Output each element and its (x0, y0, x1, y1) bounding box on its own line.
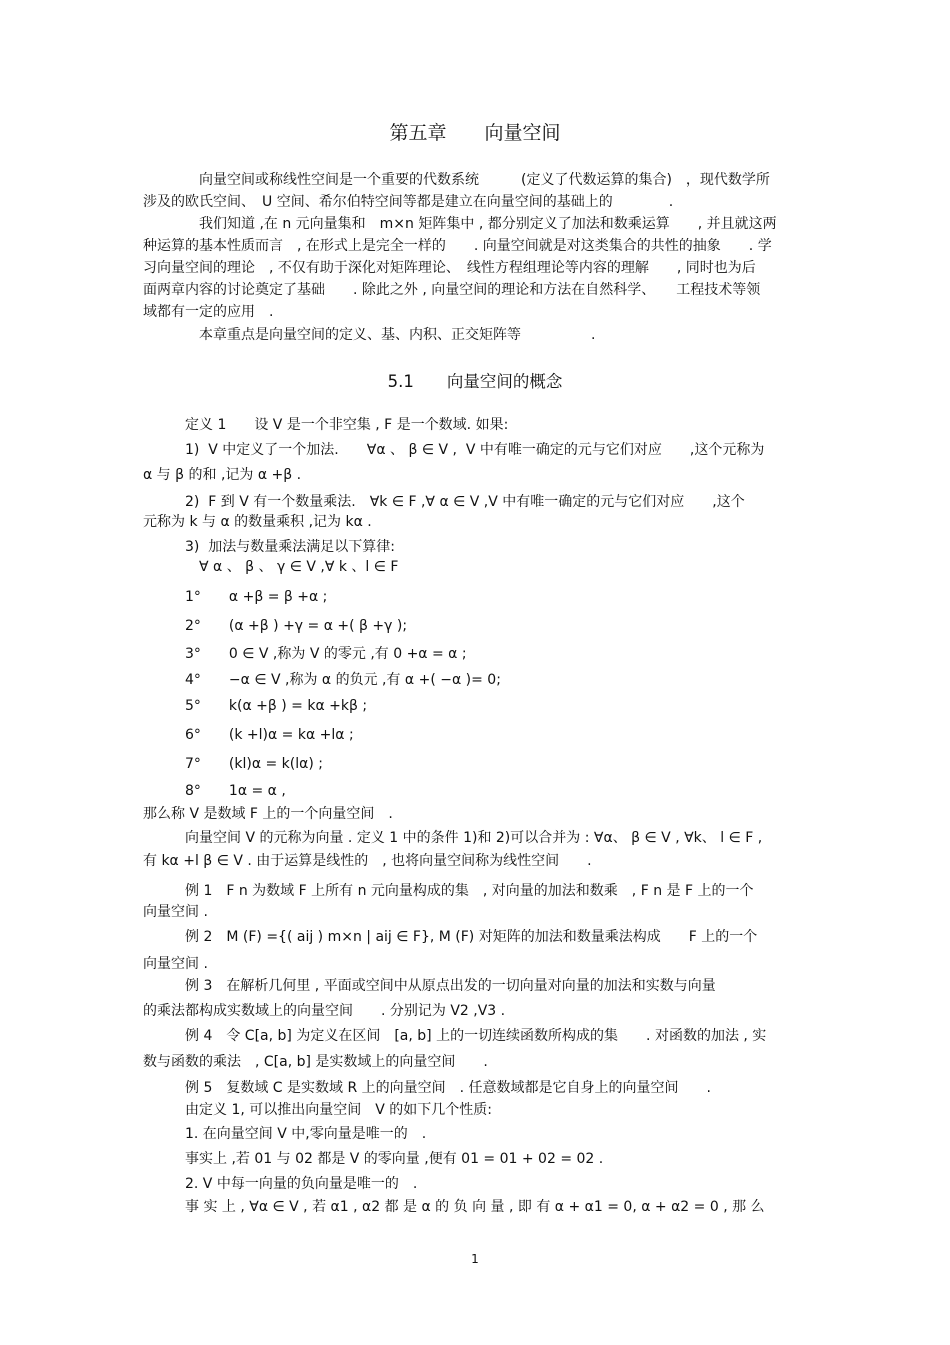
intro-line: 习向量空间的理论 , 不仅有助于深化对矩阵理论、 线性方程组理论等内容的理解 , 同时也为后 (143, 260, 756, 276)
axiom-line: 4° −α ∈ V ,称为 α 的负元 ,有 α +( −α )= 0; (143, 672, 501, 688)
intro-line: 域都有一定的应用 . (143, 304, 274, 320)
axiom-line: 7° (kl)α = k(lα) ; (143, 756, 324, 772)
example-line: 例 5 复数域 C 是实数域 R 上的向量空间 . 任意数域都是它自身上的向量空间 . (143, 1080, 712, 1096)
example-line: 例 4 令 C[a, b] 为定义在区间 [a, b] 上的一切连续函数所构成的集 . 对函数的加法 , 实 (143, 1028, 767, 1044)
axiom-line: 8° 1α = α , (143, 783, 286, 799)
body-line: 由定义 1, 可以推出向量空间 V 的如下几个性质: (143, 1102, 493, 1118)
example-line: 例 1 F n 为数域 F 上所有 n 元向量构成的集 , 对向量的加法和数乘 , F n 是 F 上的一个 (143, 883, 754, 899)
body-line: 数与函数的乘法 , C[a, b] 是实数域上的向量空间 . (143, 1054, 488, 1070)
axiom-line: 6° (k +l)α = kα +lα ; (143, 727, 354, 743)
body-line: 定义 1 设 V 是一个非空集 , F 是一个数域. 如果: (143, 417, 509, 433)
property-line: 2. V 中每一向量的负向量是唯一的 . (143, 1176, 418, 1192)
axiom-line: 2° (α +β ) +γ = α +( β +γ ); (143, 618, 408, 634)
example-line: 例 2 M (F) ={( aij ) m×n | aij ∈ F}, M (F) 对矩阵的加法和数量乘法构成 F 上的一个 (143, 929, 758, 945)
body-line: ∀ α 、 β 、 γ ∈ V ,∀ k 、l ∈ F (143, 559, 399, 575)
chapter-title: 第五章 向量空间 (389, 122, 561, 144)
body-line: 有 kα +l β ∈ V . 由于运算是线性的 , 也将向量空间称为线性空间 . (143, 853, 592, 869)
body-line: 2) F 到 V 有一个数量乘法. ∀k ∈ F ,∀ α ∈ V ,V 中有唯一确定的元与它们对应 ,这个 (143, 494, 745, 510)
body-line: 的乘法都构成实数域上的向量空间 . 分别记为 V2 ,V3 . (143, 1003, 506, 1019)
intro-line: 本章重点是向量空间的定义、基、内积、正交矩阵等 . (143, 327, 596, 343)
intro-line: 面两章内容的讨论奠定了基础 . 除此之外 , 向量空间的理论和方法在自然科学、 工程技术等领 (143, 282, 761, 298)
body-line: 那么称 V 是数域 F 上的一个向量空间 . (143, 806, 393, 822)
body-line: 1) V 中定义了一个加法. ∀α 、 β ∈ V , V 中有唯一确定的元与它们对应 ,这个元称为 (143, 442, 765, 458)
section-title: 5.1 向量空间的概念 (387, 372, 563, 391)
intro-line: 向量空间或称线性空间是一个重要的代数系统 (定义了代数运算的集合) ，现代数学所 (143, 172, 770, 188)
body-line: 向量空间 . (143, 956, 208, 972)
body-line: 向量空间 V 的元称为向量 . 定义 1 中的条件 1)和 2)可以合并为 : ∀α、 β ∈ V , ∀k、 l ∈ F , (143, 830, 763, 846)
body-line: 向量空间 . (143, 904, 208, 920)
page-number: 1 (471, 1252, 479, 1266)
body-line: 事实上 ,若 01 与 02 都是 V 的零向量 ,便有 01 = 01 + 02 = 02 . (143, 1151, 604, 1167)
axiom-line: 5° k(α +β ) = kα +kβ ; (143, 698, 368, 714)
body-line: 3) 加法与数量乘法满足以下算律: (143, 539, 395, 555)
property-line: 1. 在向量空间 V 中,零向量是唯一的 . (143, 1126, 427, 1142)
body-line: 元称为 k 与 α 的数量乘积 ,记为 kα . (143, 514, 372, 530)
intro-line: 涉及的欧氏空间、 U 空间、希尔伯特空间等都是建立在向量空间的基础上的 . (143, 194, 674, 210)
example-line: 例 3 在解析几何里 , 平面或空间中从原点出发的一切向量对向量的加法和实数与向量 (143, 978, 716, 994)
intro-line: 我们知道 ,在 n 元向量集和 m×n 矩阵集中 , 都分别定义了加法和数乘运算 , 并且就这两 (143, 216, 777, 232)
axiom-line: 1° α +β = β +α ; (143, 589, 328, 605)
body-line: 事 实 上 , ∀α ∈ V , 若 α1 , α2 都 是 α 的 负 向 量 , 即 有 α + α1 = 0, α + α2 = 0 , 那 么 (143, 1199, 765, 1215)
axiom-line: 3° 0 ∈ V ,称为 V 的零元 ,有 0 +α = α ; (143, 646, 467, 662)
body-line: α 与 β 的和 ,记为 α +β . (143, 467, 302, 483)
intro-line: 种运算的基本性质而言 , 在形式上是完全一样的 . 向量空间就是对这类集合的共性的抽象 . 学 (143, 238, 772, 254)
